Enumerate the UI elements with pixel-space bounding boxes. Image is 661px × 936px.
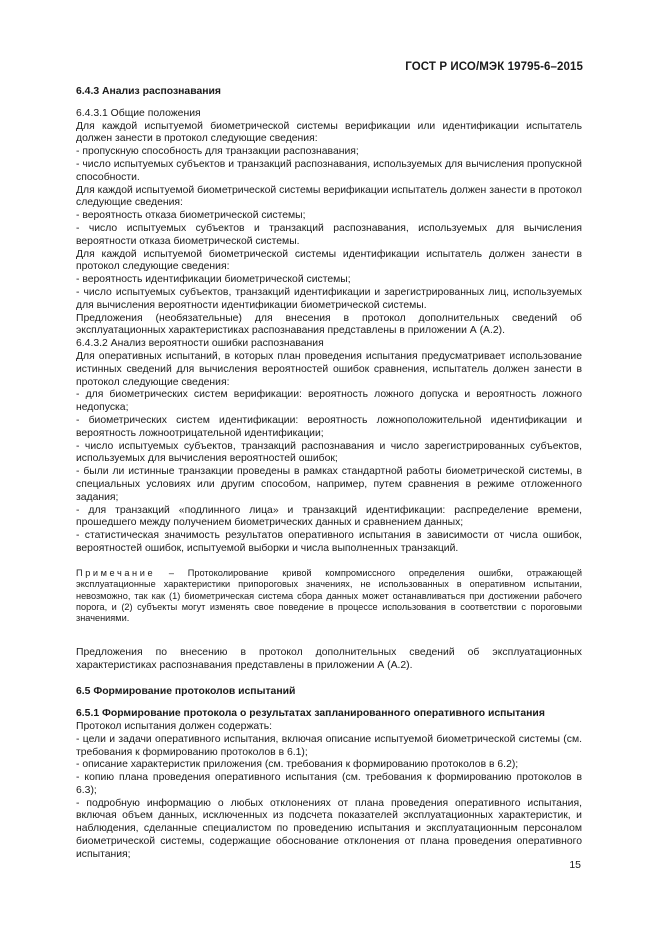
standard-header: ГОСТ Р ИСО/МЭК 19795-6–2015 <box>405 61 583 73</box>
list-item: - статистическая значимость результатов оперативного испытания в зависимости от числа ошибок, вероятностей ошибок, испытуемой выборки и числа выполненных транзакций. <box>76 530 582 554</box>
page-number: 15 <box>569 859 581 871</box>
paragraph: Предложения (необязательные) для внесения в протокол дополнительных сведений об эксплуатационных характеристиках распознавания представлены в приложении А (А.2). <box>76 312 582 337</box>
section-6-4-3-2-title: 6.4.3.2 Анализ вероятности ошибки распознавания <box>76 338 324 350</box>
list-item: - биометрических систем идентификации: вероятность ложноположительной идентификации и вероятность ложноотрицательной идентификации; <box>76 414 582 439</box>
paragraph: Предложения по внесению в протокол дополнительных сведений об эксплуатационных характеристиках распознавания представлены в приложении А (А.2). <box>76 646 582 671</box>
paragraph: Протокол испытания должен содержать: <box>76 720 273 732</box>
list-item: - цели и задачи оперативного испытания, включая описание испытуемой биометрической системы (см. требования к формированию протоколов в 6.1); <box>76 733 582 758</box>
list-item: - число испытуемых субъектов и транзакций распознавания, используемых для вычисления пропускной способности. <box>76 158 582 183</box>
list-item: - число испытуемых субъектов и транзакций распознавания, используемых для вычисления вероятности отказа биометрической системы. <box>76 222 582 247</box>
note-label: Примечание <box>76 567 156 578</box>
list-item: - пропускную способность для транзакции распознавания; <box>76 146 359 158</box>
list-item: - для биометрических систем верификации: вероятность ложного допуска и вероятность ложного недопуска; <box>76 389 582 414</box>
list-item: - для транзакций «подлинного лица» и транзакций идентификации: распределение времени, прошедшего между получением биометрических данных и сравнением данных; <box>76 504 582 529</box>
document-body <box>76 86 582 862</box>
paragraph: Для каждой испытуемой биометрической системы верификации или идентификации испытатель должен занести в протокол следующие сведения: <box>76 120 582 145</box>
list-item: - вероятность отказа биометрической системы; <box>76 210 306 222</box>
note-text: – Протоколирование кривой компромиссного определения ошибки, отражающей эксплуатационные характеристики припороговых значениях, не использованных в оперативном испытании, невозможно, так как (1) биометрическая система сбора данных может останавливаться при достижении рабочего порога, и (2) субъекты могут изменять свое поведение в процессе использования в соответствии с пороговыми значениями. <box>76 567 582 624</box>
list-item: - подробную информацию о любых отклонениях от плана проведения оперативного испытания, включая объем данных, исключенных из подсчета показателей эксплуатационных характеристик, и наблюдения, сделанные специалистом по проведению испытания и эксплуатационным персоналом биометрической системы, содержащие обоснование отклонения от плана проведения оперативного испытания; <box>76 797 582 860</box>
note <box>76 568 582 625</box>
list-item: - были ли истинные транзакции проведены в рамках стандартной работы биометрической системы, в специальных условиях или другим способом, например, путем сравнения в режиме отложенного задания; <box>76 466 582 503</box>
list-item: - описание характеристик приложения (см. требования к формированию протоколов в 6.2); <box>76 759 519 771</box>
paragraph: Для каждой испытуемой биометрической системы идентификации испытатель должен занести в протокол следующие сведения: <box>76 248 582 273</box>
paragraph: Для оперативных испытаний, в которых план проведения испытания предусматривает использование истинных сведений для вычисления вероятностей ошибок сравнения, испытатель должен занести в протокол следующие сведения: <box>76 350 582 388</box>
section-6-4-3-heading: 6.4.3 Анализ распознавания <box>76 86 221 97</box>
list-item: - копию плана проведения оперативного испытания (см. требования к формированию протоколов в 6.3); <box>76 772 582 796</box>
paragraph: Для каждой испытуемой биометрической системы верификации испытатель должен занести в протокол следующие сведения: <box>76 184 582 209</box>
section-6-5-heading: 6.5 Формирование протоколов испытаний <box>76 686 296 698</box>
list-item: - число испытуемых субъектов, транзакций идентификации и зарегистрированных лиц, используемых для вычисления вероятности идентификации биометрической системы. <box>76 286 582 311</box>
list-item: - число испытуемых субъектов, транзакций распознавания и число зарегистрированных субъектов, используемых для вычисления вероятностей ошибок; <box>76 440 582 465</box>
section-6-5-1-heading: 6.5.1 Формирование протокола о результатах запланированного оперативного испытания <box>76 708 545 720</box>
list-item: - вероятность идентификации биометрической системы; <box>76 274 351 286</box>
section-6-4-3-1-title: 6.4.3.1 Общие положения <box>76 107 201 119</box>
